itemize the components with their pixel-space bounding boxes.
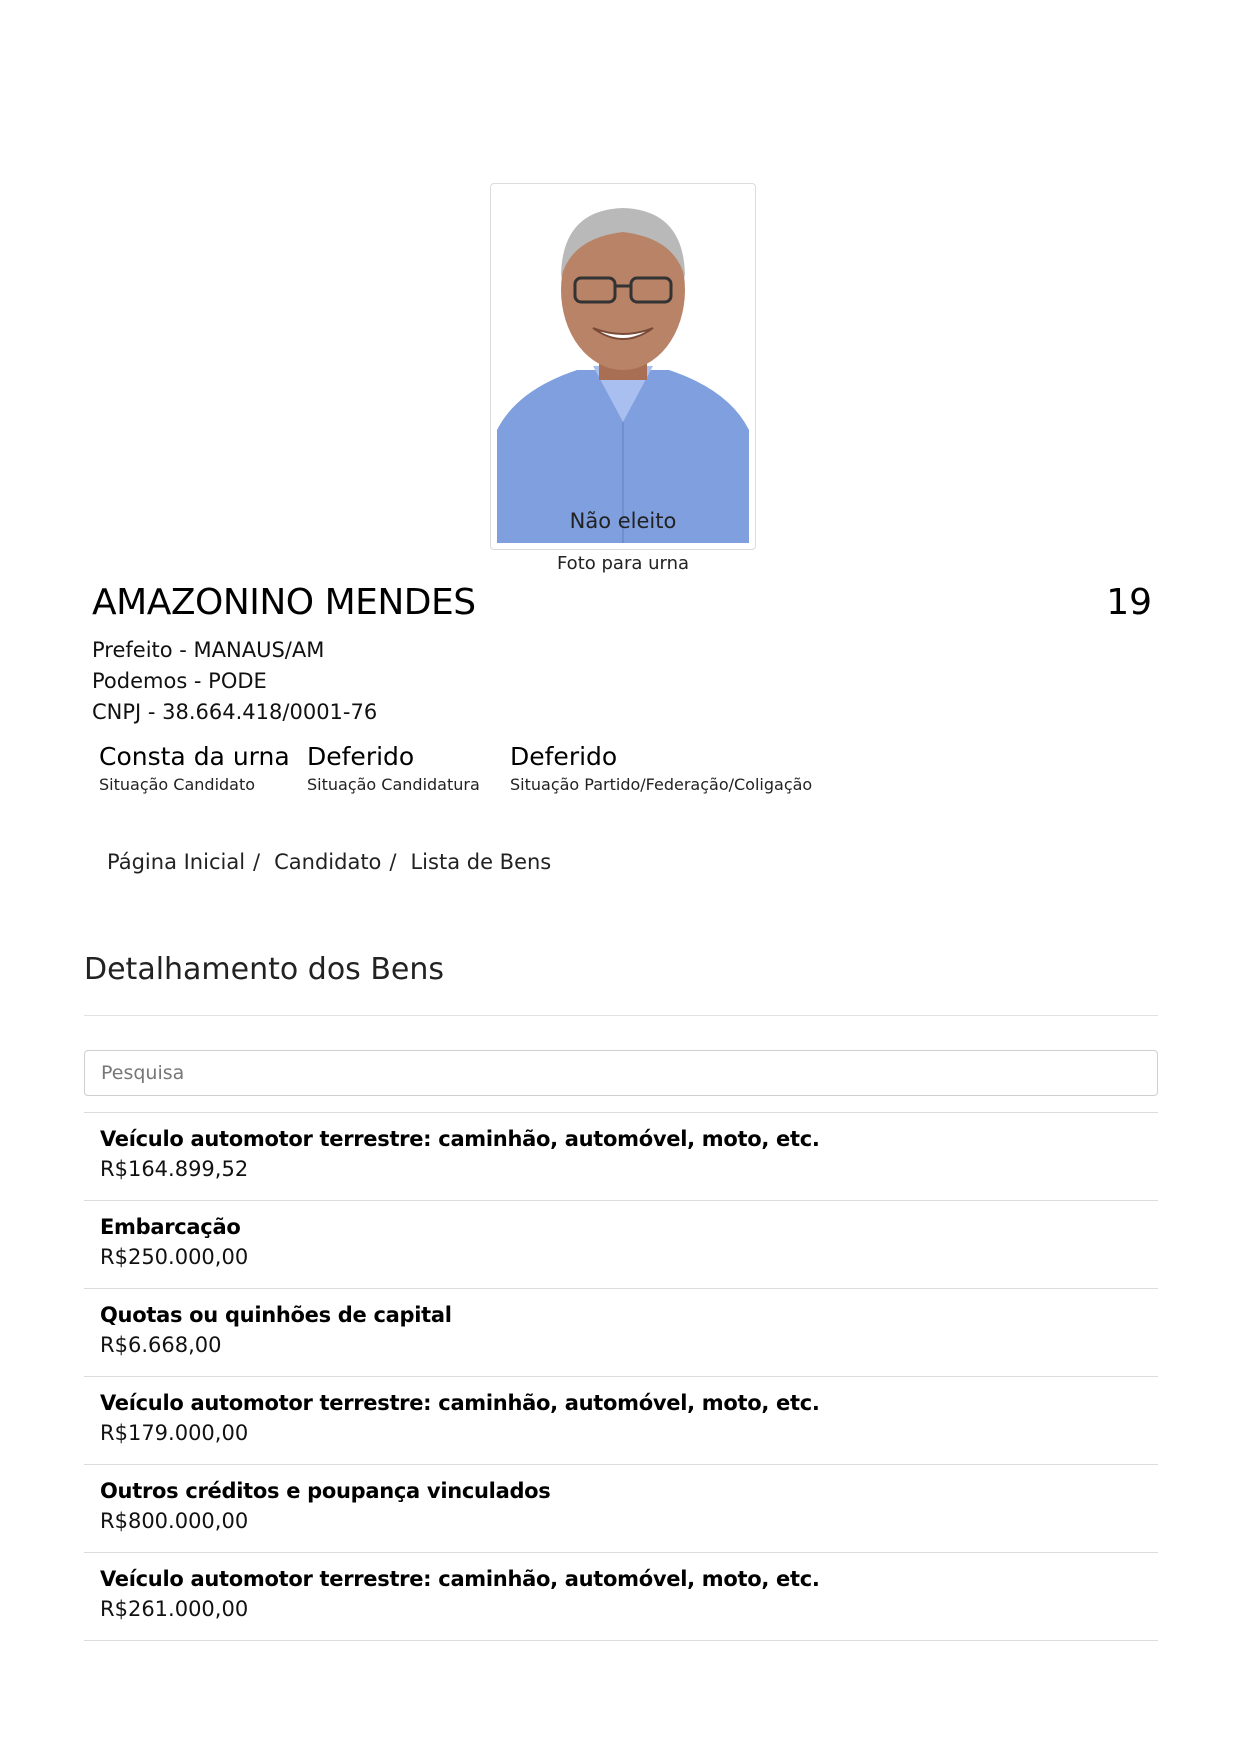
asset-value: R$800.000,00: [100, 1509, 249, 1533]
breadcrumb-home-link[interactable]: Página Inicial: [107, 850, 246, 874]
list-item[interactable]: [84, 1200, 1158, 1288]
list-item[interactable]: [84, 1112, 1158, 1200]
breadcrumb-separator: /: [389, 850, 397, 874]
asset-value: R$250.000,00: [100, 1245, 249, 1269]
status-party: [510, 742, 812, 794]
section-title: Detalhamento dos Bens: [84, 952, 445, 987]
candidate-number: 19: [1106, 582, 1152, 623]
asset-type: Veículo automotor terrestre: caminhão, automóvel, moto, etc.: [100, 1391, 820, 1415]
asset-type: Embarcação: [100, 1215, 241, 1239]
status-label: Situação Partido/Federação/Coligação: [510, 775, 813, 794]
asset-value: R$261.000,00: [100, 1597, 249, 1621]
asset-type: Outros créditos e poupança vinculados: [100, 1479, 551, 1503]
asset-type: Veículo automotor terrestre: caminhão, automóvel, moto, etc.: [100, 1127, 820, 1151]
candidate-cnpj: CNPJ - 38.664.418/0001-76: [92, 700, 378, 724]
asset-type: Veículo automotor terrestre: caminhão, automóvel, moto, etc.: [100, 1567, 820, 1591]
breadcrumb-separator: /: [253, 850, 261, 874]
status-value: Deferido: [510, 742, 618, 771]
candidate-office: Prefeito - MANAUS/AM: [92, 638, 325, 662]
status-label: Situação Candidatura: [307, 775, 480, 794]
candidate-photo-card: [490, 183, 756, 550]
list-item[interactable]: [84, 1288, 1158, 1376]
status-label: Situação Candidato: [99, 775, 256, 794]
asset-list: [84, 1112, 1158, 1641]
list-item[interactable]: [84, 1376, 1158, 1464]
breadcrumb-current: Lista de Bens: [410, 850, 552, 874]
status-value: Deferido: [307, 742, 415, 771]
asset-value: R$6.668,00: [100, 1333, 222, 1357]
candidate-photo: [497, 190, 749, 543]
list-item[interactable]: [84, 1464, 1158, 1552]
portrait-illustration: [497, 190, 749, 543]
search-input[interactable]: [84, 1050, 1158, 1096]
list-item[interactable]: [84, 1552, 1158, 1641]
asset-value: R$179.000,00: [100, 1421, 249, 1445]
breadcrumb: [107, 850, 551, 874]
asset-value: R$164.899,52: [100, 1157, 249, 1181]
status-value: Consta da urna: [99, 742, 290, 771]
candidate-party: Podemos - PODE: [92, 669, 267, 693]
section-divider: [84, 1015, 1158, 1016]
breadcrumb-candidate-link[interactable]: Candidato: [274, 850, 382, 874]
asset-type: Quotas ou quinhões de capital: [100, 1303, 452, 1327]
status-candidate: [99, 742, 290, 794]
candidate-name: AMAZONINO MENDES: [92, 582, 476, 623]
photo-caption: Foto para urna: [556, 553, 690, 574]
status-candidacy: [307, 742, 480, 794]
election-result-label: Não eleito: [569, 509, 677, 533]
